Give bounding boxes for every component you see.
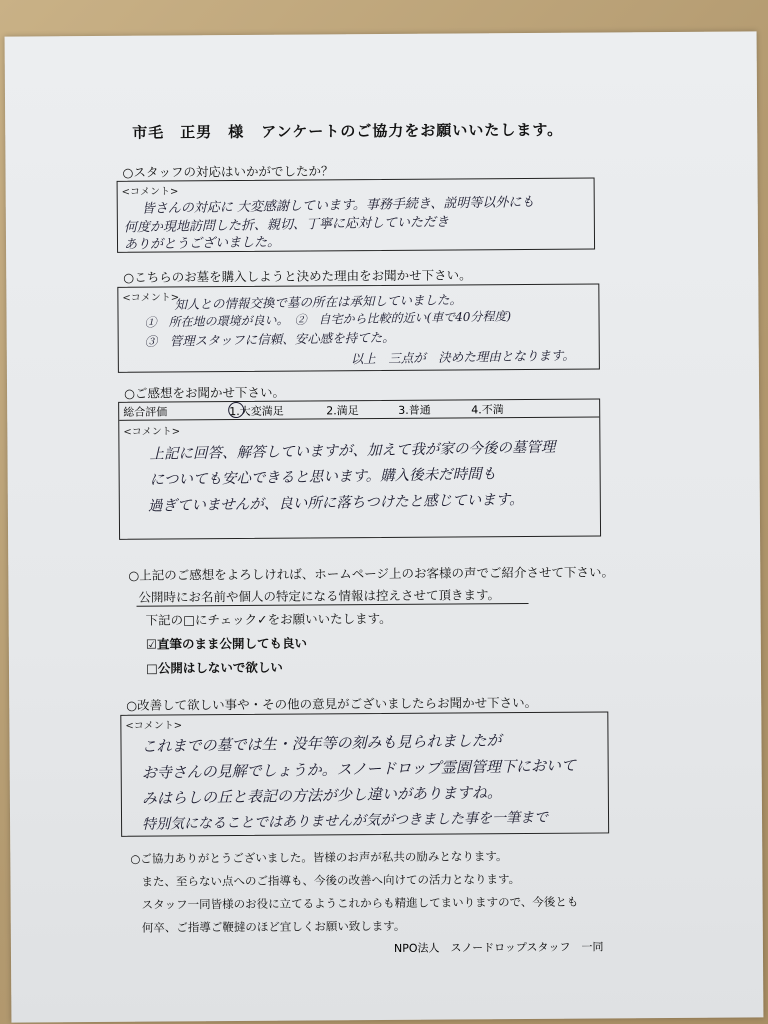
handwritten-line: 何度か現地訪問した折、親切、丁寧に応対していただき	[123, 214, 450, 236]
handwritten-line: 上記に回答、解答していますが、加えて我が家の今後の墓管理	[149, 439, 556, 463]
checkbox-publish-no[interactable]: □公開はしないで欲しい	[145, 659, 283, 676]
rating-row	[119, 399, 599, 420]
checkbox-publish-ok[interactable]: ☑直筆のまま公開しても良い	[145, 635, 308, 652]
rating-option-average: 3.普通	[398, 403, 431, 417]
handwritten-line: ありがとうございました。	[123, 234, 281, 253]
survey-title: アンケートのご協力をお願いいたします。	[261, 120, 564, 141]
handwritten-line: 過ぎていませんが、良い所に落ちつけたと感じています。	[147, 492, 524, 515]
question-improvements: ○改善して欲しい事や・その他の意見がございましたらお聞かせ下さい。	[126, 694, 538, 713]
handwritten-line: ③ 管理スタッフに信頼、安心感を持てた。	[144, 329, 395, 349]
selected-circle-mark	[228, 402, 244, 418]
survey-sheet	[5, 31, 764, 1022]
comment-label: <コメント>	[123, 426, 181, 438]
handwritten-line: 以上 三点が 決めた理由となります。	[350, 347, 575, 367]
handwritten-line: ① 所在地の環境が良い。 ② 自宅から比較的近い(車で40分程度)	[144, 309, 512, 330]
closing-line: ○ご協力ありがとうございました。皆様のお声が私共の励みとなります。	[130, 849, 508, 866]
handwritten-line: みはらしの丘と表記の方法が少し違いがありますね。	[141, 783, 503, 808]
handwritten-line: 特別気になることではありませんが気がつきました事を一筆まで	[141, 809, 549, 833]
checkbox-instruction: 下記の□にチェック✓をお願いいたします。	[145, 610, 392, 628]
comment-box-staff	[117, 178, 595, 253]
comment-box-improvements	[120, 711, 609, 836]
handwritten-line: 知人との情報交換で墓の所在は承知していました。	[174, 291, 463, 312]
question-impressions: ○ご感想をお聞かせ下さい。	[124, 384, 286, 401]
comment-label: <コメント>	[122, 292, 180, 304]
handwritten-line: 皆さんの対応に 大変感謝しています。事務手続き、説明等以外にも	[141, 194, 535, 217]
rating-option-dissatisfied: 4.不満	[471, 403, 504, 417]
handwritten-line: これまでの墓では生・没年等の刻みも見られましたが	[141, 731, 502, 756]
impressions-box	[118, 398, 601, 539]
comment-label: <コメント>	[125, 720, 183, 732]
closing-line: また、至らない点へのご指導も、今後の改善へ向けての活力となります。	[141, 872, 521, 889]
question-purchase-reason: ○こちらのお墓を購入しようと決めた理由をお聞かせ下さい。	[123, 267, 472, 285]
consent-request: ○上記のご感想をよろしければ、ホームページ上のお客様の声でご紹介させて下さい。	[128, 564, 615, 583]
rating-option-very-satisfied: 1.大変満足	[229, 403, 284, 419]
comment-label: <コメント>	[121, 186, 179, 198]
handwritten-line: お寺さんの見解でしょうか。スノードロップ霊園管理下において	[141, 756, 577, 782]
handwritten-line: についても安心できると思います。購入後未だ時間も	[149, 466, 497, 489]
closing-line: スタッフ一同皆様のお役に立てるようこれからも精進してまいりますので、今後とも	[141, 894, 579, 912]
signature: NPO法人 スノードロップスタッフ 一同	[393, 940, 604, 955]
recipient-name: 市毛 正男 様	[132, 122, 245, 142]
rating-label: 総合評価	[123, 405, 168, 419]
rating-option-satisfied: 2.満足	[326, 404, 359, 418]
closing-line: 何卒、ご指導ご鞭撻のほど宜しくお願い致します。	[141, 918, 406, 935]
privacy-note: 公開時にお名前や個人の特定になる情報は控えさせて頂きます。	[138, 587, 501, 605]
question-staff-response: ○スタッフの対応はいかがでしたか？	[122, 163, 334, 180]
comment-box-reason	[117, 283, 600, 372]
